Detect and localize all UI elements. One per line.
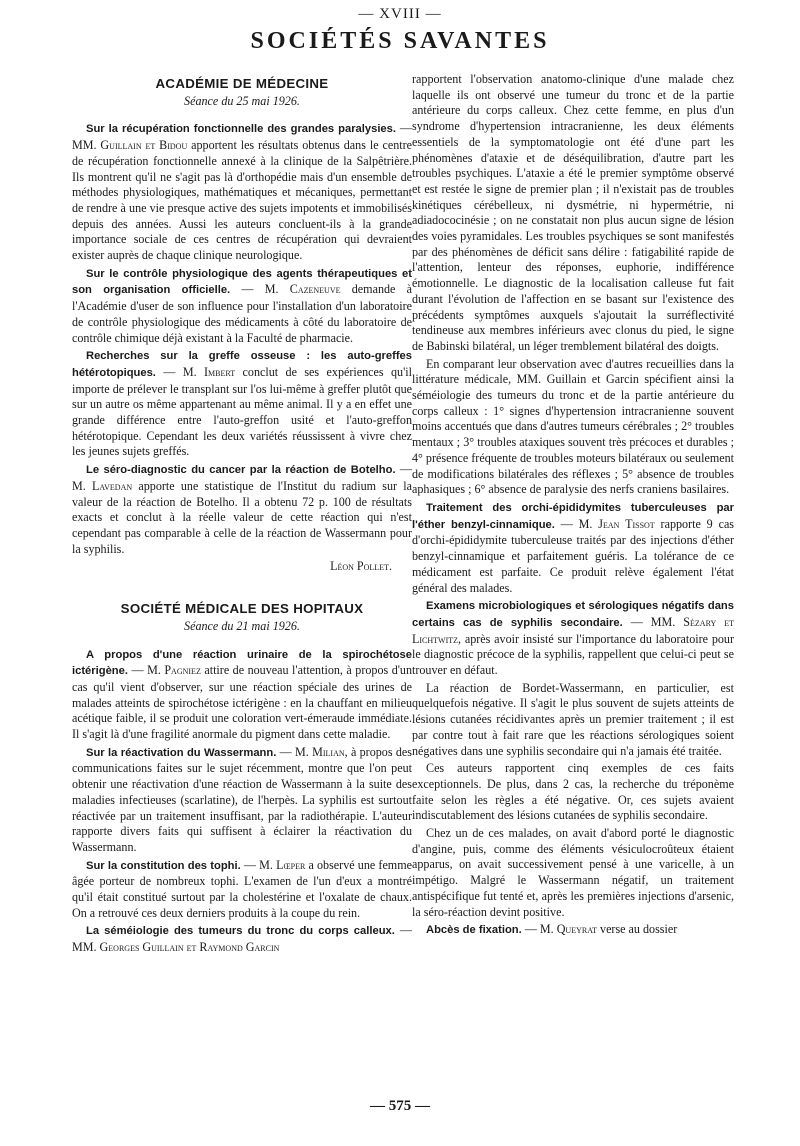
hopitaux-item: Sur la constitution des tophi. — M. Lœper a observé une femme âgée porteur de nombreux tophi. L'examen de l'un d'eux a montré qu'il était constitué surtout par la cholestérine et l'oxalate de chaux. On a retrouvé ces deux derniers produits à la coupe du rein. [72,857,412,920]
hopitaux-seance: Séance du 21 mai 1926. [184,618,300,633]
academie-heading: ACADÉMIE DE MÉDECINE [155,76,329,91]
hopitaux-item: Traitement des orchi-épididymites tuberculeuses par l'éther benzyl-cinnamique. — M. Jean Tissot rapporte 9 cas d'orchi-épididymite tuberculeuse traités par des injections d'éther benzyl-cinnamique et parfaitement guéris. La tolérance de ce médicament est parfaite. Ce produit relève également l'état général des malades. [412,501,735,595]
hopitaux-item: Sur la réactivation du Wassermann. — M. Milian, à propos des communications faites sur le sujet récemment, montre que l'on peut obtenir une réactivation d'une réaction de Wassermann à la suite des maladies infectieuses (scarlatine), de l'herpès. La syphilis est surtout réactivée par un traitement insuffisant, par la radiothérapie. L'auteur rapporte divers faits qui suffisent à éclairer la réactivation du Wassermann. [72,744,412,854]
academie-item: Le séro-diagnostic du cancer par la réaction de Botelho. — M. Lavedan apporte une statistique de l'Institut du radium sur la valeur de la réaction de Botelho. Il a obtenu 72 p. 100 de résultats exacts et conclut à la réelle valeur de cette réaction qui n'est cependant pas comparable à celle de la réaction de Wassermann pour la syphilis. [72,462,412,556]
hopitaux-item: Abcès de fixation. — M. Queyrat verse au dossier [426,922,678,937]
hopitaux-heading: SOCIÉTÉ MÉDICALE DES HOPITAUX [120,601,364,617]
body-paragraph: Chez un de ces malades, on avait d'abord porté le diagnostic d'angine, puis, comme des éléments vésiculocroûteux étaient apparus, on avait successivement pensé à une varicelle, à un impétigo. Malgré le Wassermann négatif, un traitement antispécifique fut tenté et, après les premières injections d'arsenic, la séro-réaction devint positive. [412,826,734,919]
right-column [412,72,734,939]
page-folio: — 575 — [370,1098,430,1114]
hopitaux-item-continued: rapportent l'observation anatomo-clinique d'une malade chez laquelle ils ont observé une tumeur du tronc et de la partie antérieure du corps calleux. Chez cette femme, en plus d'un syndrome d'hypertension intracranienne, les deux éléments essentiels de la symptomatologie ont été d'une part les phénomènes d'ataxie et de déséquilibration, d'autre part les troubles psychiques. L'ataxie a été le premier symptôme observé et est restée le signe de premier plan ; il n'existait pas de troubles kinétiques cérébelleux, ni dysmétrie, ni hypermétrie, ni adiadococinésie ; on ne constatait non plus aucun signe de lésion des voies pyramidales. Les troubles psychiques se sont manifestés par des phénomènes de déficit sans délire : fatigabilité rapide de l'attention, lenteur des réponses, euphorie, indifférence émotionnelle. Le diagnostic de la localisation calleuse fut fait durant l'évolution de l'affection en se basant sur l'existence des précédents symptômes auxquels s'ajoutait la surréflectivité tendineuse aux membres inférieurs avec clonus du pied, le signe de Babinski bilatéral, un léger tremblement bilatéral des doigts. [412,72,734,353]
left-column [72,72,412,956]
hopitaux-item-start: La séméiologie des tumeurs du tronc du corps calleux. — MM. Georges Guillain et Raymond Garcin [72,923,412,955]
academie-seance: Séance du 25 mai 1926. [184,93,300,108]
hopitaux-item: A propos d'une réaction urinaire de la spirochétose ictérigène. — M. Pagniez attire de nouveau l'attention, à propos d'un cas qu'il vient d'observer, sur une réaction spéciale des urines de malades atteints de spirochétose ictérigène : en la chauffant en milieu acétique faible, il se produit une coloration vert-émeraude immédiate. Il s'agit là d'une fragilité anormale du pigment dans cette maladie. [72,648,413,742]
body-paragraph: Ces auteurs rapportent cinq exemples de ces faits exceptionnels. De plus, dans 2 cas, la recherche du tréponème faite selon les règles a été négative. Or, ces sujets avaient indiscutablement des lésions cutanées de syphilis secondaire. [412,761,734,823]
continuation-paragraph: En comparant leur observation avec d'autres recueillies dans la littérature médicale, MM. Guillain et Garcin spécifient ainsi la séméiologie des tumeurs du tronc et de la partie antérieure du corps calleux : 1° signes d'hypertension intracranienne souvent moins accentués que dans d'autres tumeurs cérébrales ; 2° troubles mentaux ; 3° troubles ataxiques souvent très précoces et durables ; 4° présence fréquente de troubles moteurs bilatéraux ou seulement de modifications bilatérales des réflexes ; 5° absence de troubles aphasiques ; 6° absence de paralysie des nerfs craniens basilaires. [412,356,734,497]
academie-item: Recherches sur la greffe osseuse : les auto-greffes hétérotopiques. — M. Imbert conclut de ses expériences qu'il importe de prélever le transplant sur l'os lui-même à greffer plutôt que sur un autre os même appartenant au même animal. Il y a en effet une grande différence entre l'auto-greffon usité et l'auto-greffon hétérotopique. Cependant les deux variétés réussissent à vivre chez les jeunes sujets greffés. [72,350,413,459]
academie-signature: Léon Pollet. [330,559,392,574]
hopitaux-item: Examens microbiologiques et sérologiques négatifs dans certains cas de syphilis secondaire. — MM. Sézary et Lichtwitz, après avoir insisté sur l'importance du laboratoire pour le diagnostic précoce de la syphilis, rappellent que celui-ci peut se trouver en défaut. [412,600,735,678]
page-number-roman: — XVIII — [358,6,442,22]
academie-item: Sur le contrôle physiologique des agents thérapeutiques et son organisation officielle. — M. Cazeneuve demande à l'Académie d'user de son influence pour l'installation d'un laboratoire de contrôle physiologique des médicaments à côté du laboratoire de contrôle chimique déjà existant à la Faculté de pharmacie. [72,267,413,345]
section-title: SOCIÉTÉS SAVANTES [250,28,550,54]
body-paragraph: La réaction de Bordet-Wassermann, en particulier, est quelquefois négative. Il s'agit le plus souvent de sujets atteints de lésions cutanées récidivantes après un premier traitement ; il est par contre tout à fait rare que les réactions sérologiques soient négatives dans une syphilis secondaire qui n'a jamais été traitée. [412,680,734,758]
academie-item: Sur la récupération fonctionnelle des grandes paralysies. — MM. Guillain et Bidou apportent les résultats obtenus dans le centre de récupération fonctionnelle annexé à la clinique de la Salpêtrière. Ils montrent qu'il ne s'agit pas là d'orthopédie mais d'un ensemble de méthodes physiologiques, mathématiques et mécaniques, permettant de rendre à une vie presque active des sujets impotents et immobilisés depuis des années. Aussi les auteurs concluent-ils à la grande importance sociale de ces centres de récupération qui devraient exister auprès de chaque clinique neurologique. [72,121,412,263]
